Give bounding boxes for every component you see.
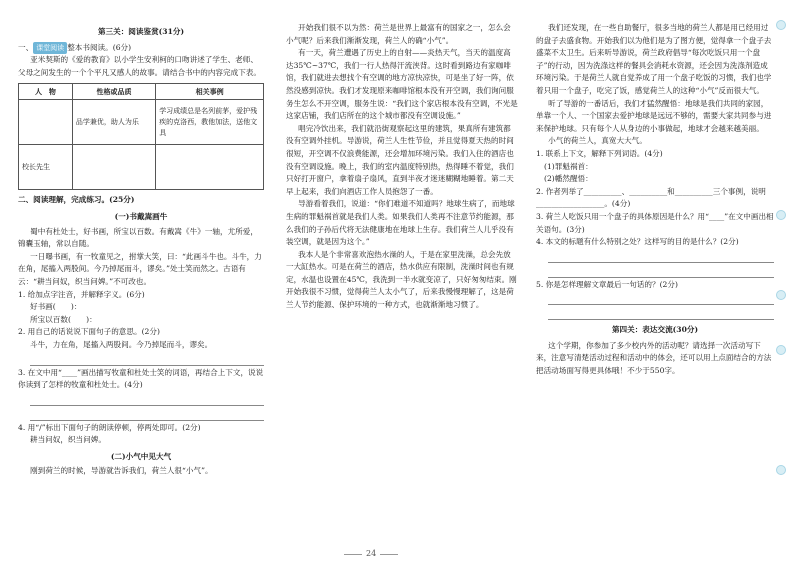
p1-q2-sentence: 斗牛，力在角，尾搐入两股间。今乃掉尾而斗，谬矣。 [30,339,213,349]
passage2-paragraph: 有一天，荷兰遭遇了历史上的自射——炎热天气，当天的温度高达35℃~37℃，我们一行人热得汗流浃背。这时看到路边有家咖啡馆，我们就进去想找个有空调的地方凉快凉快，可是坐了好一阵，依然没感到凉快。我们才发现原来咖啡馆根本没有开空调，我们询问服务生怎么不开空调，服务生说：“我们这个家店根本没有空调，不光是这家店铺，我们店所在的这个城市都没有空调设施。” [286,48,518,121]
passage2-start: 刚到荷兰的时候，导游就告诉我们，荷兰人很“小气”。 [30,466,213,476]
table-cell: 校长先生 [19,145,73,190]
p1-question-2: 2. 用自己的话说说下面句子的意思。(2分) [18,327,160,337]
binding-hole [776,465,786,475]
table-header: 相关事例 [156,84,264,100]
middle-column [286,22,518,312]
q1-title: 整本书阅读。(6分) [67,42,132,52]
section3-title: 第三关：阅读鉴赏(31分) [97,27,185,36]
p2-question-2: 2. 作者列举了__________、__________和__________三个事例，说明__________________。(4分) [536,186,766,209]
passage2-paragraph: 我本人是个非常喜欢泡热水澡的人，于是在家里洗澡，总会先放一大缸热水。可是在荷兰的酒店，热水供应有限制，洗澡时间也有规定，水温也设置在45℃，我洗到一半水就变凉了，只好匆匆结束。刚开始我很不习惯，觉得荷兰人太小气了，后来我慢慢理解了，这是荷兰人节约能源、保护环境的一种方式，也就渐渐地习惯了。 [286,249,517,310]
character-table [18,83,264,190]
table-cell: 学习成绩总是名列前茅，爱护残疾的克洛西，教他加法，送他文具 [156,100,264,145]
answer-line[interactable] [30,392,264,406]
q1-heading [18,42,264,55]
binding-hole [776,210,786,220]
q1-number: 一、 [18,42,34,52]
passage1-title: (一)书戴嵩画牛 [114,211,168,221]
passage2-paragraph: 我们还发现，在一些自助餐厅，很多当地的荷兰人都是用已经用过的盘子去盛食物。开始我们以为他们是为了图方便，觉得拿一个盘子去盛菜不太卫生。后来听导游说，荷兰政府倡导“每次吃饭只用一个盘子”的行动，因为洗涤这样的餐具会消耗水资源，还会因为洗涤剂造成环境污染。于是荷兰人就自觉养成了用一个盘子吃饭的习惯，我们也学着只用一个盘子，吃完了饭，感觉荷兰人的这种“小气”反而很大气。 [536,23,772,95]
answer-line[interactable] [30,352,264,366]
table-header: 性格或品质 [72,84,155,100]
p2-q1-item: (2)幡然醒悟： [544,174,593,184]
table-header-row [19,84,264,100]
table-cell: 品学兼优，助人为乐 [72,100,155,145]
passage2-paragraph: 开始我们很不以为然：荷兰是世界上最富有的国家之一，怎么会小气呢？后来我们渐渐发现，荷兰人的确“小气”。 [286,23,511,45]
p1-q1-item: 好书画( )： [30,302,82,312]
passage2-paragraph: 唱完冷饮出来，我们就沿街观察起这里的建筑，果真所有建筑都没有空调外挂机。导游说，荷兰人生性节俭，并且觉得夏天热的时间很短，开空调不仅浪费能源，还会增加环境污染。我们入住的酒店也没有空调设施。晚上，我们的室内温度特别热，热得睡不着觉，我们只好打开窗户，拿着扇子扇风，直到半夜才迷迷糊糊地睡着。第二天早上起来，我们向酒店工作人员抱怨了一番。 [286,123,514,196]
table-cell-input[interactable] [156,145,264,190]
passage2-paragraph: 听了导游的一番话后，我们才猛然醒悟：地球是我们共同的家园，单靠一个人、一个国家去爱护地球是远远不够的，需要大家共同参与进来保护地球。只有每个人从身边的小事做起，地球才会越来越美丽。 [536,98,772,133]
p1-question-1: 1. 给加点字注音，并解释字义。(6分) [18,289,145,299]
answer-line[interactable] [30,407,264,421]
q1-tag: 课堂阅读 [33,42,67,55]
section4-title: 第四关：表达交流(30分) [611,325,699,335]
p2-question-3: 3. 荷兰人吃饭只用一个盘子的具体原因是什么？用“____”在文中画出相关语句。(3分) [536,211,774,234]
p1-question-4: 4. 用“/”标出下面句子的朗读停顿，停两处即可。(2分) [18,422,201,432]
table-row [19,100,264,145]
passage1-paragraph: 蜀中有杜处士，好书画，所宝以百数。有戴嵩《牛》一轴，尤所爱，锦囊玉轴，常以自随。 [18,226,258,249]
answer-line[interactable] [548,264,774,278]
passage2-title: (二)小气中见大气 [110,451,172,461]
answer-line[interactable] [548,249,774,263]
p1-question-3: 3. 在文中用“____”画出描写牧童和杜处士笑的词语，再结合上下文，说说你读到了怎样的牧童和杜处士。(4分) [18,367,264,390]
left-column [18,22,264,478]
table-row [19,145,264,190]
p2-question-5: 5. 你是怎样理解文章最后一句话的？(2分) [536,279,678,289]
passage1-paragraph: 一日曝书画，有一牧童见之，拊掌大笑，曰：“此画斗牛也。斗牛，力在角，尾搐入两股间。今乃掉尾而斗，谬矣。”处士笑而然之。古语有云：“耕当问奴，织当问婢。”不可改也。 [18,251,262,286]
section4-prompt: 这个学期，你参加了多少校内外的活动呢？请选择一次活动写下来，注意写清楚活动过程和活动中的体会，还可以用上点面结合的方法把活动场面写得更具体哦！不少于550字。 [536,340,772,376]
table-header: 人 物 [19,84,73,100]
q1-intro: 亚米契斯的《爱的教育》以小学生安利柯的口吻讲述了学生、老师、父母之间发生的一个个平凡又感人的故事。请结合书中的内容完成下表。 [18,55,261,77]
passage2-paragraph: 小气的荷兰人，真宽大大气。 [548,136,647,146]
passage2-paragraph: 导游看着我们，说道：“你们难道不知道吗？地球生病了，而地球生病的罪魁祸首就是我们人类。如果我们人类再不注意节约能源，那么我们的子孙后代将无法健康地在地球上生存。我们荷兰人儿乎没有装空调，就是因为这个。” [286,199,515,247]
binding-hole [776,290,786,300]
page-number: 24 [340,549,402,558]
p2-q1-item: (1)罪魁祸首： [544,161,593,171]
answer-line[interactable] [548,291,774,305]
p1-q1-item: 所宝以百数( )： [30,314,97,324]
binding-hole [776,345,786,355]
p2-question-4: 4. 本文的标题有什么特别之处？这样写的目的是什么？(2分) [536,237,739,247]
table-cell-input[interactable] [72,145,155,190]
table-cell-input[interactable] [19,100,73,145]
q2-title: 二、阅读理解，完成练习。(25分) [18,195,135,205]
binding-hole [776,20,786,30]
p1-q4-sentence: 耕当问奴，织当问婢。 [30,435,106,445]
p2-question-1: 1. 联系上下文，解释下列词语。(4分) [536,148,663,158]
answer-line[interactable] [548,306,774,320]
right-column [536,22,774,378]
